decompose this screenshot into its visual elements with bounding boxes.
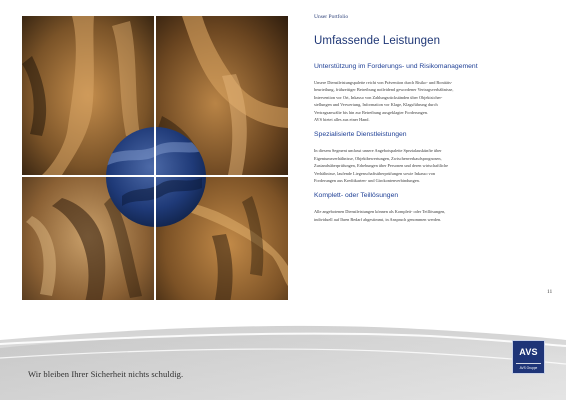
body-line: Verhältnisse, laufende Liegenschaftsüberprüfungen sowie Inkasso von (314, 170, 435, 176)
section-body (314, 147, 532, 184)
decorative-wave-band (0, 300, 566, 400)
logo-text: AVS (519, 347, 538, 357)
section-heading: Komplett- oder Teillösungen (314, 192, 399, 200)
page-title: Umfassende Leistungen (314, 35, 441, 47)
logo-subtext: AVS Gruppe (519, 366, 538, 370)
section-heading: Spezialisierte Dienstleistungen (314, 131, 407, 139)
body-line: Intervention vor Ort, Inkasso von Zahlungsrückständen über Objektsicher- (314, 94, 443, 100)
body-line: Alle angebotenen Dienstleistungen können als Komplett- oder Teillösungen, (314, 209, 446, 215)
section-heading: Unterstützung im Forderungs- und Risikomanagement (314, 63, 478, 70)
section-spezialisierte-dienstleistungen (314, 131, 532, 184)
body-line: Zustandsüberprüfungen, Erhebungen über Personen und deren wirtschaftliche (314, 163, 448, 169)
photo-collage (22, 16, 288, 327)
logo-divider (516, 363, 541, 364)
eyebrow-label: Unser Portfolio (314, 14, 349, 20)
section-body (314, 208, 532, 223)
body-line: Vertragsanwälte bis hin zur Betreibung ausgeklagter Forderungen. (314, 109, 428, 115)
body-line: AVS bietet alles aus einer Hand. (314, 117, 370, 123)
body-line: In diesem Segment umfasst unsere Angebotspalette Spezialauskünfte über (314, 148, 442, 154)
text-column (314, 14, 532, 231)
section-forderungsmanagement (314, 63, 532, 123)
body-line: beurteilung, frühzeitiger Betreibung notleidend gewordener Vertragsverhältnisse, (314, 87, 454, 93)
body-line: Unsere Dienstleistungspalette reicht von Prävention durch Risiko- und Bonitäts- (314, 80, 453, 85)
body-line: stellungen und Verwertung, Information vor Klage, Klagsführung durch (314, 102, 438, 108)
page-number: 11 (547, 289, 553, 295)
section-body (314, 79, 532, 123)
body-line: Forderungen aus Kreditkarten- und Girokontenverbindungen. (314, 178, 420, 184)
slogan: Wir bleiben Ihrer Sicherheit nichts schuldig. (28, 369, 184, 379)
avs-logo (512, 340, 545, 374)
section-komplett-loesungen (314, 192, 532, 223)
body-line: Eigentumsverhältnisse, Objektbewertungen, Zwischenverkaufsprognosen, (314, 155, 442, 161)
body-line: individuell auf Ihren Bedarf abgestimmt, in Anspruch genommen werden. (314, 216, 442, 222)
